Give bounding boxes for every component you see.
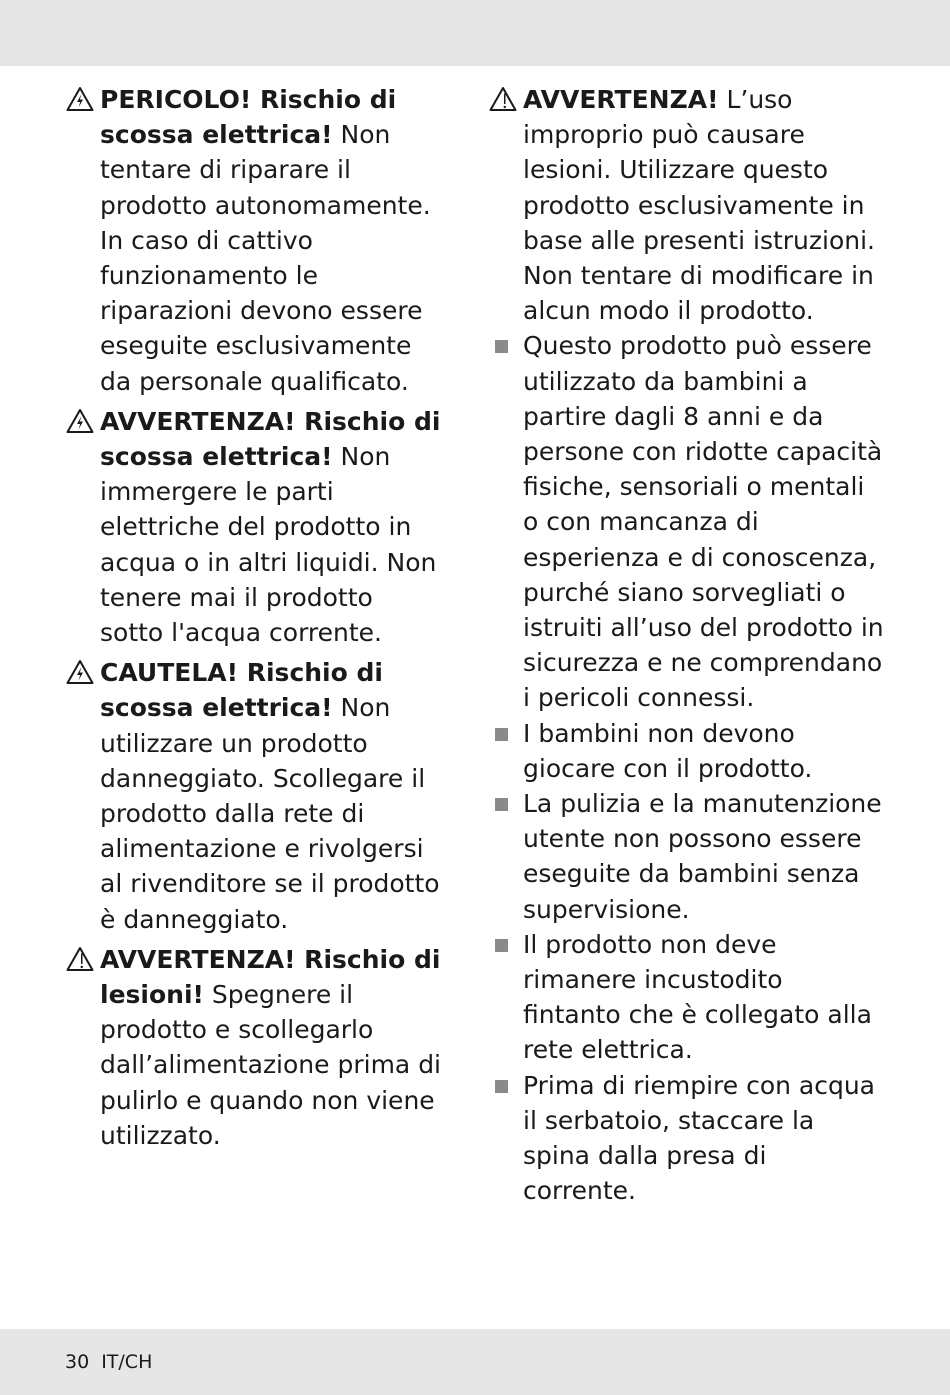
- bullet-item: [489, 786, 884, 927]
- bullet-square-icon: [495, 1080, 508, 1093]
- warning-triangle-icon: [66, 408, 96, 436]
- bullet-square-icon: [495, 728, 508, 741]
- warning-paragraph: [66, 942, 442, 1153]
- warning-triangle-icon: [66, 86, 96, 114]
- warning-text: Non utilizzare un prodotto danneggiato. Scollegare il prodotto dalla rete di alimentazione e rivolgersi al rivenditore se il prodotto è danneggiato.: [100, 693, 440, 934]
- bullet-text: Prima di riempire con acqua il serbatoio, staccare la spina dalla presa di corrente.: [523, 1070, 876, 1206]
- warning-paragraph: [66, 655, 442, 937]
- left-column: [66, 82, 442, 1158]
- warning-paragraph: [66, 404, 442, 650]
- warning-triangle-icon: [66, 659, 96, 687]
- header-band: [0, 0, 950, 66]
- warning-text: Non tentare di riparare il prodotto autonomamente. In caso di cattivo funzionamento le riparazioni devono essere eseguite esclusivamente da personale qualificato.: [100, 120, 431, 396]
- page-number: 30: [65, 1351, 90, 1373]
- warning-label: PERICOLO! Rischio di scossa elettrica!: [100, 85, 397, 150]
- warning-label: AVVERTENZA! Rischio di lesioni!: [100, 944, 441, 1010]
- bullet-item: [489, 716, 884, 786]
- warning-triangle-icon: [489, 86, 519, 114]
- warning-triangle-icon: [66, 946, 96, 974]
- bullet-item: [489, 927, 884, 1068]
- warning-text: L’uso improprio può causare lesioni. Utilizzare questo prodotto esclusivamente in base alle presenti istruzioni. Non tentare di modificare in alcun modo il prodotto.: [523, 85, 876, 326]
- bullet-item: [489, 328, 884, 715]
- bullet-text: Il prodotto non deve rimanere incustodito fintanto che è collegato alla rete elettrica.: [523, 929, 872, 1065]
- bullet-square-icon: [495, 798, 508, 811]
- bullet-text: I bambini non devono giocare con il prodotto.: [523, 718, 813, 783]
- warning-paragraph: [489, 82, 884, 328]
- bullet-square-icon: [495, 939, 508, 952]
- right-column: [489, 82, 884, 1209]
- locale-code: IT/CH: [101, 1351, 153, 1373]
- page-footer: [65, 1351, 164, 1373]
- bullet-text: Questo prodotto può essere utilizzato da bambini a partire dagli 8 anni e da persone con ridotte capacità fisiche, sensoriali o mentali o con mancanza di esperienza e di conoscenza, purché siano sorvegliati o istruiti all’uso del prodotto in sicurezza e ne comprendano i pericoli connessi.: [523, 331, 884, 713]
- bullet-square-icon: [495, 340, 508, 353]
- warning-label: CAUTELA! Rischio di scossa elettrica!: [100, 658, 383, 723]
- warning-paragraph: [66, 82, 442, 399]
- warning-label: AVVERTENZA! Rischio di scossa elettrica!: [100, 406, 441, 472]
- warning-text: Spegnere il prodotto e scollegarlo dall’alimentazione prima di pulirlo e quando non viene utilizzato.: [100, 980, 442, 1150]
- warning-text: Non immergere le parti elettriche del prodotto in acqua o in altri liquidi. Non tenere mai il prodotto sotto l'acqua corrente.: [100, 442, 437, 648]
- bullet-item: [489, 1068, 884, 1209]
- bullet-text: La pulizia e la manutenzione utente non possono essere eseguite da bambini senza supervisione.: [523, 789, 882, 924]
- warning-label: AVVERTENZA!: [523, 85, 719, 114]
